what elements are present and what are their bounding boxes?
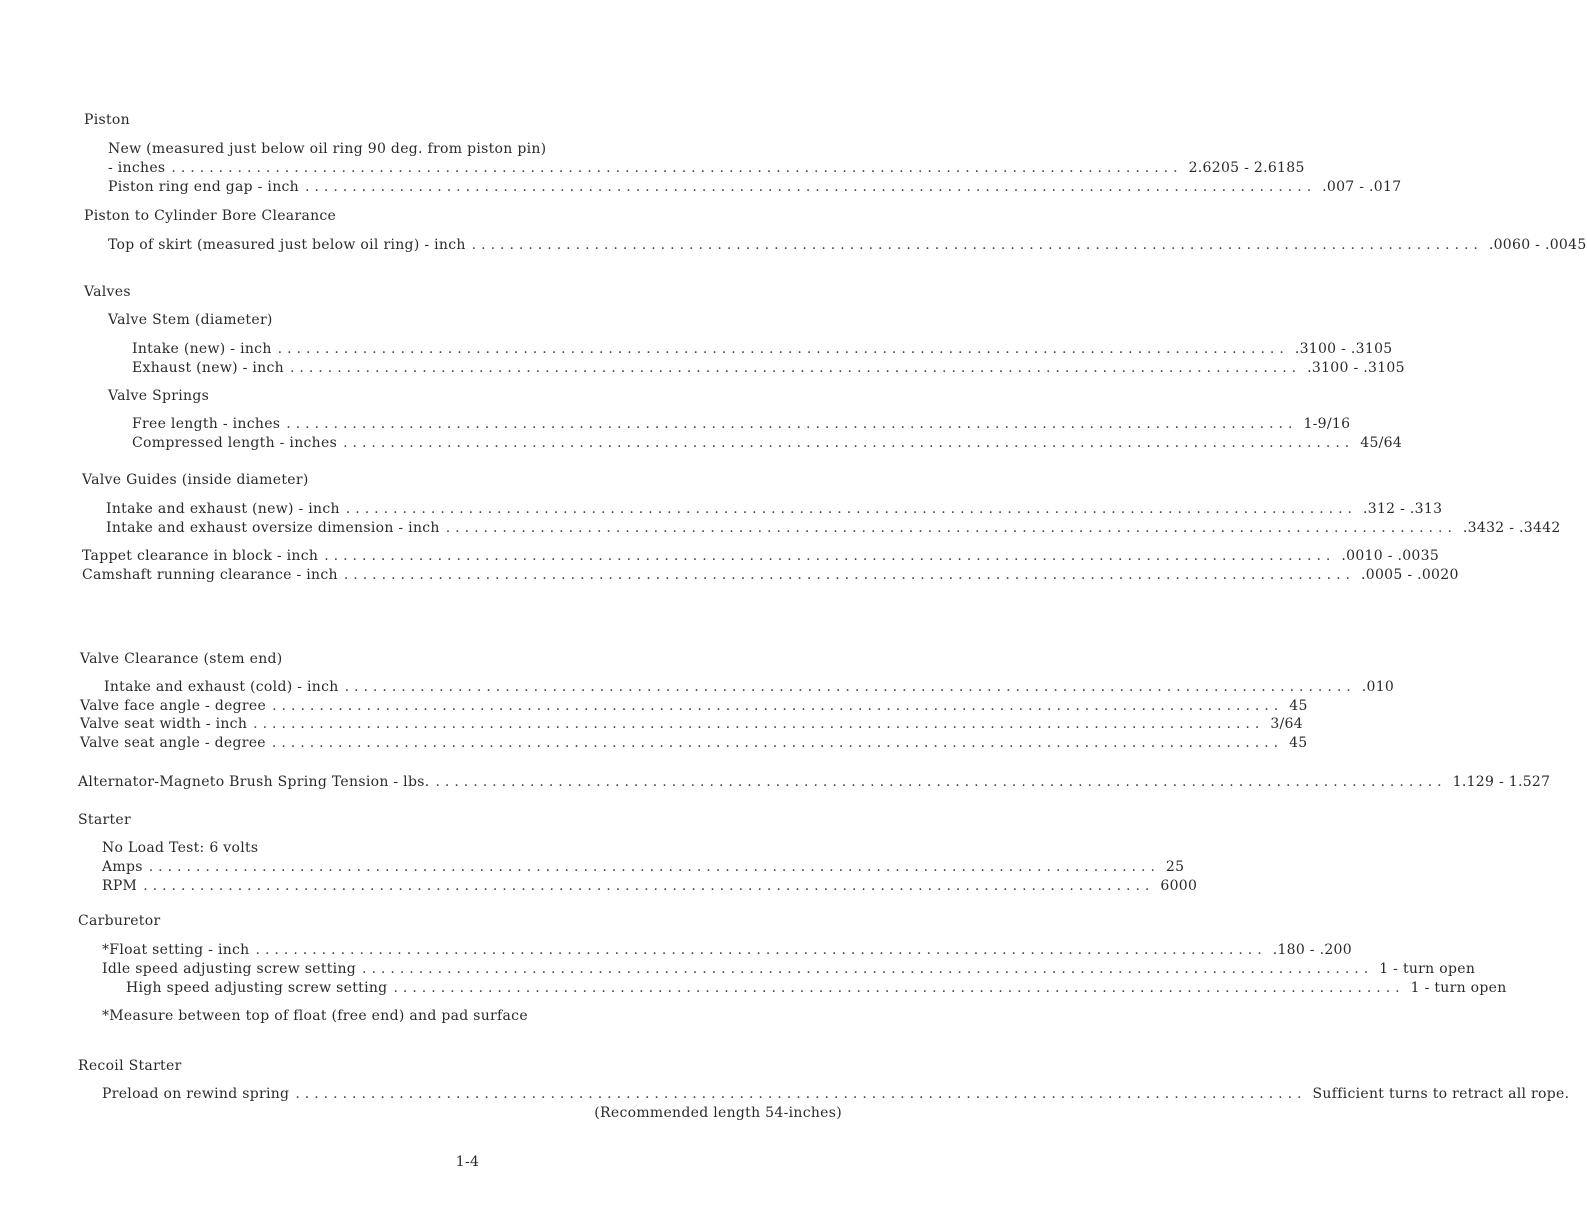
spec-row xyxy=(132,414,1351,434)
leader-dots: ........................................................................................................... xyxy=(289,360,1302,376)
spec-row xyxy=(102,857,1185,877)
starter-heading: Starter xyxy=(78,812,131,828)
spec-label: Valve seat width - inch xyxy=(80,716,248,732)
leader-dots: ........................................................................................................... xyxy=(295,1086,1307,1102)
spec-label: Idle speed adjusting screw setting xyxy=(102,961,357,977)
spec-row xyxy=(102,876,1198,896)
valves-heading: Valves xyxy=(84,284,131,300)
spec-row xyxy=(108,235,1587,255)
preload-note: (Recommended length 54-inches) xyxy=(594,1105,842,1121)
spec-value: .180 - .200 xyxy=(1272,942,1352,958)
spec-row xyxy=(132,433,1403,453)
valve-clearance-heading: Valve Clearance (stem end) xyxy=(80,651,283,667)
spec-row xyxy=(106,499,1443,519)
spec-label: Preload on rewind spring xyxy=(102,1086,290,1102)
spec-label: RPM xyxy=(102,878,138,894)
spec-row xyxy=(102,940,1352,960)
spec-label: Intake (new) - inch xyxy=(132,341,272,357)
leader-dots: ........................................................................................................... xyxy=(143,878,1155,894)
spec-row xyxy=(102,959,1476,979)
spec-value: .007 - .017 xyxy=(1322,179,1402,195)
leader-dots: ........................................................................................................... xyxy=(171,160,1183,176)
leader-dots: ........................................................................................................... xyxy=(324,548,1336,564)
spec-value: .0010 - .0035 xyxy=(1341,548,1440,564)
spec-value: .3100 - .3105 xyxy=(1307,360,1405,376)
spec-label: Alternator-Magneto Brush Spring Tension - lbs. xyxy=(78,774,430,790)
leader-dots: ........................................................................................................... xyxy=(277,341,1289,357)
spec-row xyxy=(132,358,1405,378)
spec-value: .3432 - .3442 xyxy=(1462,520,1561,536)
spec-value: 45 xyxy=(1289,735,1308,751)
spec-row xyxy=(82,546,1440,566)
spec-value: 1.129 - 1.527 xyxy=(1452,774,1551,790)
recoil-starter-heading: Recoil Starter xyxy=(78,1058,182,1074)
spec-label: Exhaust (new) - inch xyxy=(132,360,284,376)
spec-row xyxy=(82,565,1459,585)
spec-row xyxy=(108,177,1402,197)
leader-dots: ........................................................................................................... xyxy=(343,435,1355,451)
leader-dots: ........................................................................................................... xyxy=(343,567,1355,583)
spec-label: Camshaft running clearance - inch xyxy=(82,567,338,583)
spec-value: 25 xyxy=(1165,859,1185,875)
leader-dots: ........................................................................................................... xyxy=(344,679,1356,695)
valve-stem-heading: Valve Stem (diameter) xyxy=(108,312,273,328)
float-note: *Measure between top of float (free end) and pad surface xyxy=(102,1008,528,1024)
spec-label: Intake and exhaust (new) - inch xyxy=(106,501,340,517)
leader-dots: ........................................................................................................... xyxy=(362,961,1374,977)
spec-row xyxy=(108,158,1305,178)
no-load-test-label: No Load Test: 6 volts xyxy=(102,840,259,856)
page-number: 1-4 xyxy=(455,1154,480,1170)
leader-dots: ........................................................................................................... xyxy=(435,774,1447,790)
leader-dots: ........................................................................................................... xyxy=(253,716,1265,732)
leader-dots: ........................................................................................................... xyxy=(304,179,1317,195)
spec-label: Intake and exhaust oversize dimension - inch xyxy=(106,520,440,536)
carburetor-heading: Carburetor xyxy=(78,913,161,929)
spec-label: - inches xyxy=(108,160,166,176)
spec-row xyxy=(104,677,1395,697)
spec-row xyxy=(80,696,1308,716)
spec-label: Piston ring end gap - inch xyxy=(108,179,299,195)
spec-row xyxy=(80,714,1303,734)
spec-label: Top of skirt (measured just below oil ring) - inch xyxy=(108,237,466,253)
leader-dots: ........................................................................................................... xyxy=(272,698,1284,714)
leader-dots: ........................................................................................................... xyxy=(445,520,1457,536)
spec-row xyxy=(132,339,1393,359)
spec-label: Valve seat angle - degree xyxy=(80,735,266,751)
spec-value: .3100 - .3105 xyxy=(1294,341,1393,357)
spec-label: High speed adjusting screw setting xyxy=(126,980,388,996)
leader-dots: ........................................................................................................... xyxy=(286,416,1298,432)
spec-label: *Float setting - inch xyxy=(102,942,250,958)
leader-dots: ........................................................................................................... xyxy=(271,735,1284,751)
leader-dots: ........................................................................................................... xyxy=(148,859,1160,875)
spec-row xyxy=(126,978,1507,998)
spec-value: 1 - turn open xyxy=(1379,961,1476,977)
spec-value: .312 - .313 xyxy=(1363,501,1443,517)
leader-dots: ........................................................................................................... xyxy=(255,942,1267,958)
leader-dots: ........................................................................................................... xyxy=(393,980,1405,996)
leader-dots: ........................................................................................................... xyxy=(345,501,1357,517)
spec-value: 6000 xyxy=(1160,878,1198,894)
spec-value: 1 - turn open xyxy=(1410,980,1507,996)
spec-value: .0060 - .0045 xyxy=(1488,237,1587,253)
spec-label: Compressed length - inches xyxy=(132,435,338,451)
spec-value: Sufficient turns to retract all rope. xyxy=(1312,1086,1570,1102)
spec-value: .0005 - .0020 xyxy=(1360,567,1459,583)
spec-label: Valve face angle - degree xyxy=(80,698,267,714)
piston-new-label: New (measured just below oil ring 90 deg. from piston pin) xyxy=(108,141,547,157)
valve-springs-heading: Valve Springs xyxy=(108,388,210,404)
valve-guides-heading: Valve Guides (inside diameter) xyxy=(82,472,309,488)
spec-row xyxy=(80,733,1308,753)
spec-row xyxy=(78,772,1551,792)
spec-label: Tappet clearance in block - inch xyxy=(82,548,319,564)
spec-value: 45 xyxy=(1289,698,1308,714)
spec-label: Free length - inches xyxy=(132,416,281,432)
spec-value: .010 xyxy=(1361,679,1395,695)
spec-row xyxy=(102,1084,1570,1104)
spec-value: 2.6205 - 2.6185 xyxy=(1188,160,1305,176)
spec-value: 1-9/16 xyxy=(1303,416,1351,432)
piston-cylinder-heading: Piston to Cylinder Bore Clearance xyxy=(84,208,337,224)
piston-heading: Piston xyxy=(84,112,130,128)
spec-value: 45/64 xyxy=(1360,435,1403,451)
spec-value: 3/64 xyxy=(1270,716,1303,732)
leader-dots: ........................................................................................................... xyxy=(471,237,1483,253)
spec-row xyxy=(106,518,1561,538)
spec-label: Amps xyxy=(102,859,143,875)
spec-label: Intake and exhaust (cold) - inch xyxy=(104,679,339,695)
